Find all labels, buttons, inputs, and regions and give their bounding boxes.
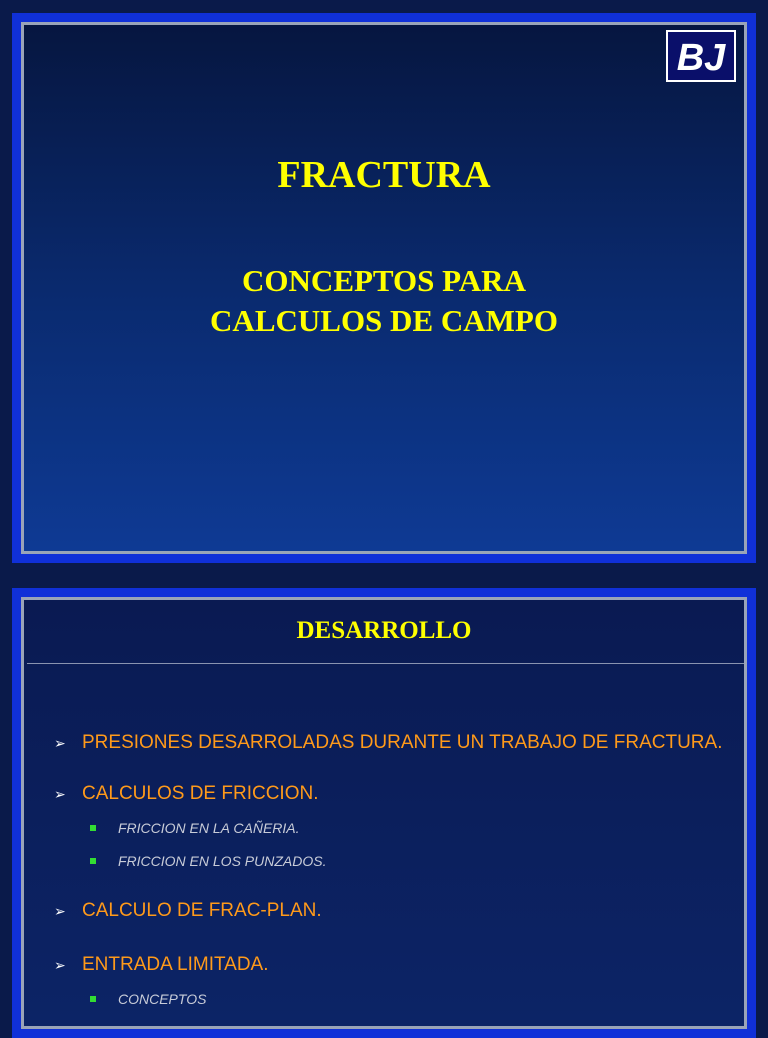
list-item <box>52 952 724 978</box>
bullet-list <box>52 730 724 1008</box>
sub-list-item-text: FRICCION EN LA CAÑERIA. <box>118 820 300 836</box>
arrow-bullet-icon: ➢ <box>54 735 66 751</box>
square-bullet-icon <box>90 996 96 1002</box>
list-item <box>52 781 724 807</box>
list-item-text: PRESIONES DESARROLADAS DURANTE UN TRABAJO DE FRACTURA. <box>82 732 723 753</box>
slide-title: FRACTURA <box>277 154 491 196</box>
square-bullet-icon <box>90 858 96 864</box>
square-bullet-icon <box>90 825 96 831</box>
slide-1-frame <box>21 22 747 554</box>
bj-logo-icon <box>670 35 732 77</box>
list-item <box>52 730 724 756</box>
arrow-bullet-icon: ➢ <box>54 786 66 802</box>
slide-2-title: DESARROLLO <box>296 617 472 644</box>
list-item-text: ENTRADA LIMITADA. <box>82 954 269 975</box>
sub-list-item <box>52 819 724 837</box>
title-divider <box>27 663 744 664</box>
slide-1 <box>12 13 756 563</box>
arrow-bullet-icon: ➢ <box>54 903 66 919</box>
list-item-text: CALCULO DE FRAC-PLAN. <box>82 900 322 921</box>
slide-2 <box>12 588 756 1038</box>
bj-logo-text: BJ <box>676 37 726 77</box>
list-item-text: CALCULOS DE FRICCION. <box>82 783 319 804</box>
arrow-bullet-icon: ➢ <box>54 957 66 973</box>
sub-list-item-text: CONCEPTOS <box>118 991 207 1007</box>
sub-list-item <box>52 990 724 1008</box>
bj-logo <box>666 30 736 82</box>
slide-2-frame <box>21 597 747 1029</box>
sub-list-item-text: FRICCION EN LOS PUNZADOS. <box>118 853 327 869</box>
sub-list-item <box>52 852 724 870</box>
list-item <box>52 898 724 924</box>
slide-subtitle: CONCEPTOS PARA CALCULOS DE CAMPO <box>210 263 558 338</box>
